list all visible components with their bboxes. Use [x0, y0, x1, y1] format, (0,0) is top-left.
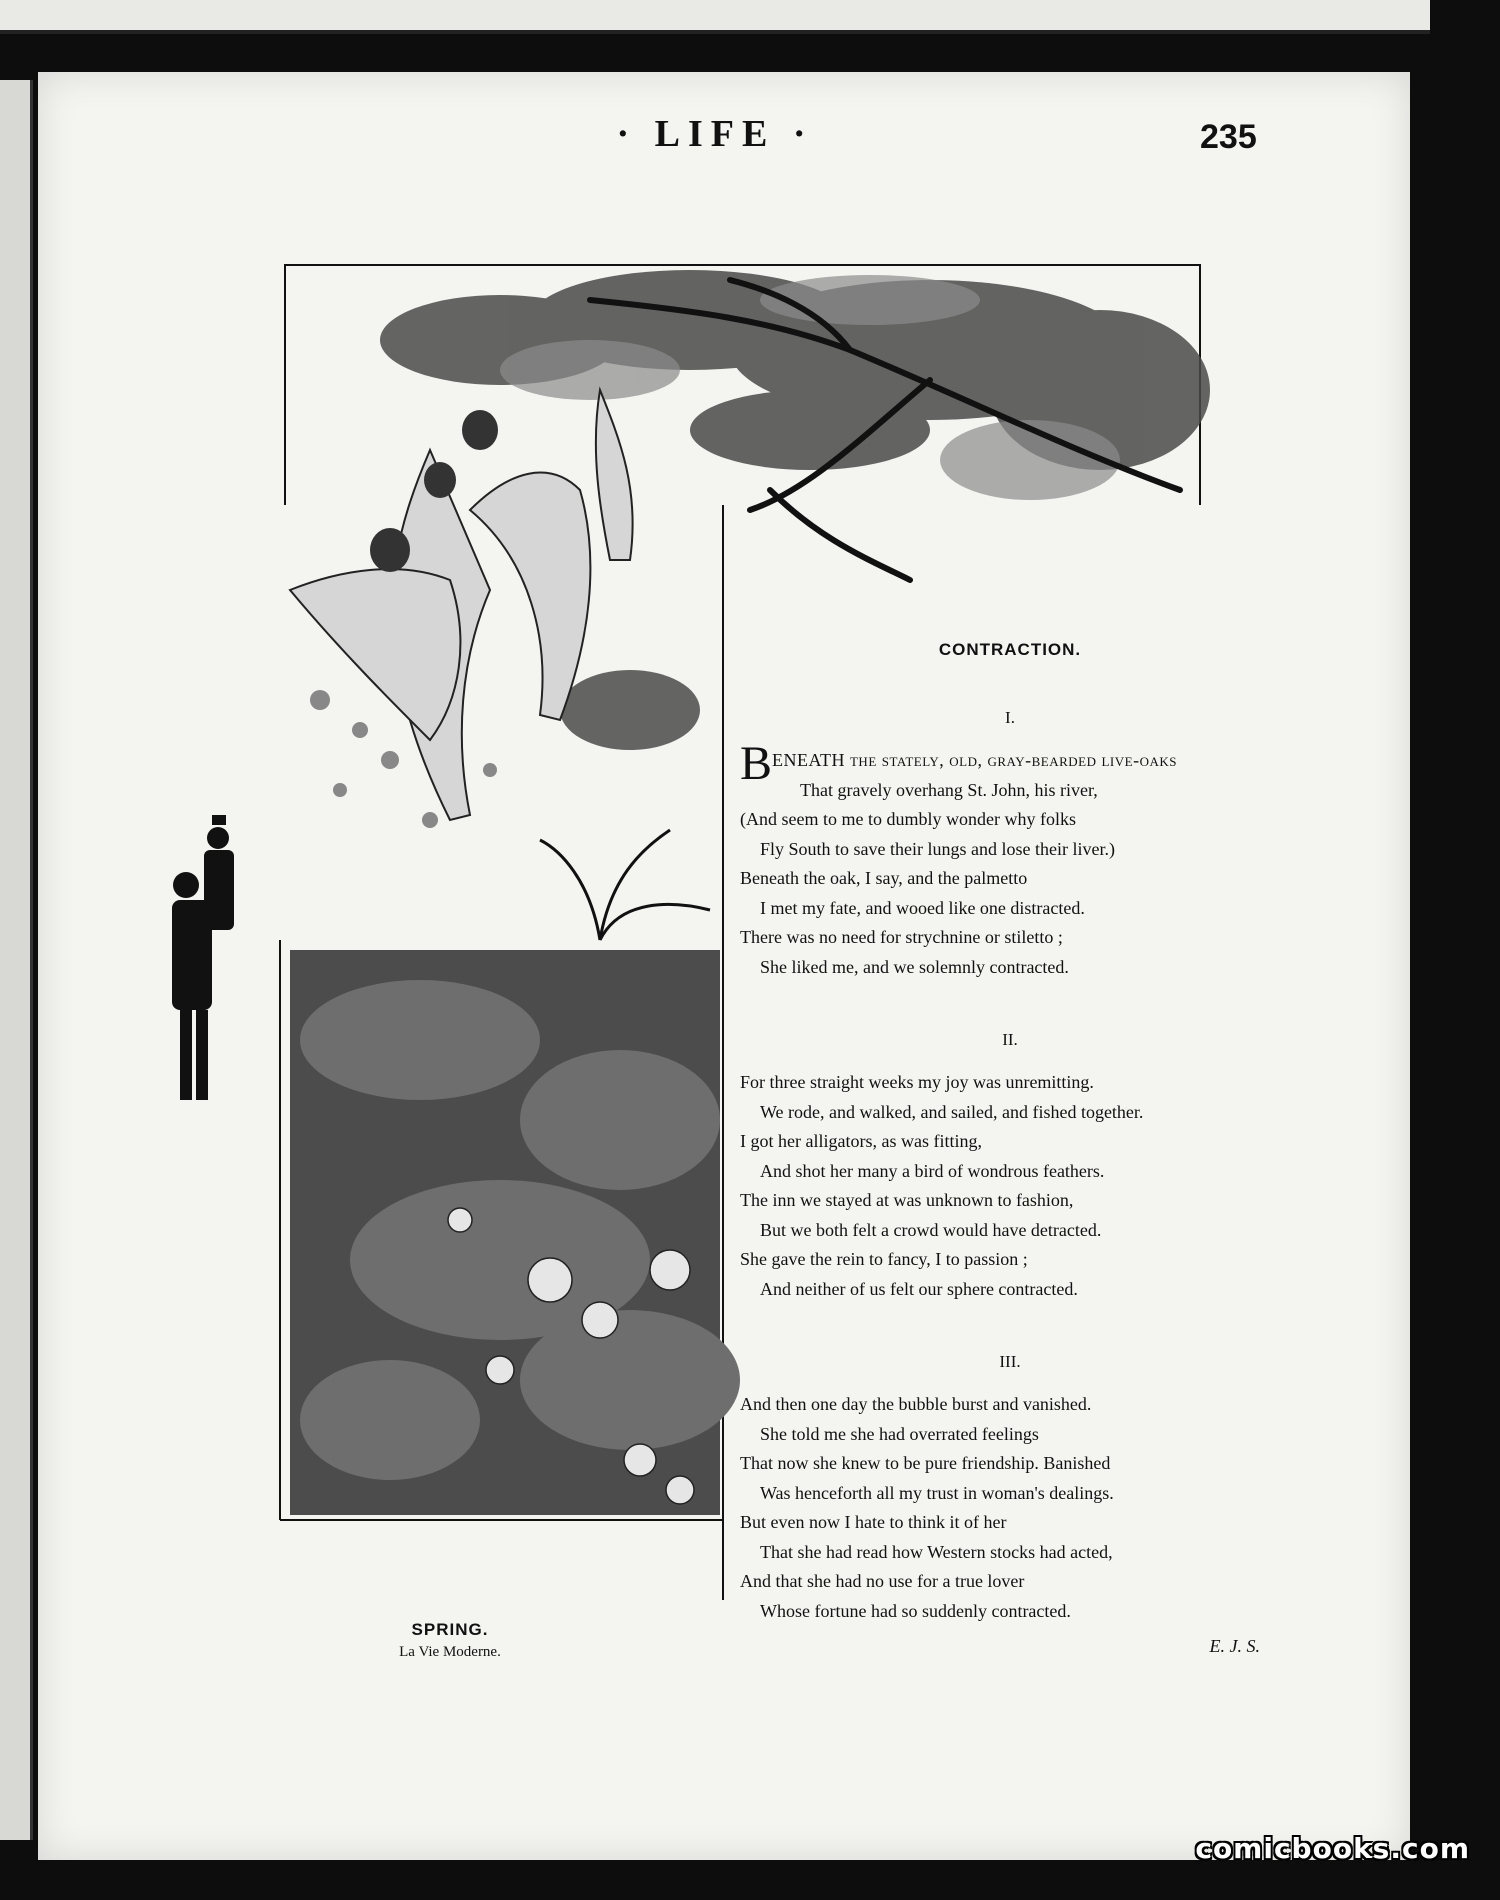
poem-line: Whose fortune had so suddenly contracted.	[760, 1600, 1071, 1621]
poem-line: She liked me, and we solemnly contracted.	[760, 956, 1069, 977]
poem-line: She told me she had overrated feelings	[760, 1423, 1039, 1444]
stanza-2	[740, 1068, 1280, 1304]
adjacent-page-edge-top	[0, 0, 1430, 34]
poem-title: CONTRACTION.	[938, 640, 1082, 659]
poem-line: But we both felt a crowd would have detracted.	[760, 1219, 1102, 1240]
poem-line: (And seem to me to dumbly wonder why folks	[740, 809, 1076, 829]
poem-line: But even now I hate to think it of her	[740, 1512, 1007, 1532]
poem-line: And then one day the bubble burst and vanished.	[740, 1394, 1092, 1414]
site-watermark: comicbooks.com	[1195, 1832, 1470, 1865]
poem-line: And that she had no use for a true lover	[740, 1571, 1025, 1591]
masthead: · LIFE ·	[616, 113, 814, 155]
stanza-3	[740, 1390, 1280, 1626]
stanza-number: II.	[1002, 1030, 1018, 1049]
adjacent-page-edge-left	[0, 80, 33, 1840]
poem-line: Fly South to save their lungs and lose their liver.)	[760, 838, 1115, 859]
caption-title: SPRING.	[411, 1620, 489, 1639]
stanza-1	[740, 737, 1280, 982]
poem-line: I got her alligators, as was fitting,	[740, 1131, 982, 1151]
poem-line: There was no need for strychnine or stiletto ;	[740, 927, 1063, 947]
first-line-text: ENEATH the stately, old, gray-bearded live-oaks	[772, 750, 1177, 770]
poem-line: Was henceforth all my trust in woman's dealings.	[760, 1482, 1114, 1503]
author-signature: E. J. S.	[1209, 1636, 1260, 1656]
poem-line: For three straight weeks my joy was unremitting.	[740, 1072, 1094, 1092]
page-number: 235	[1200, 118, 1257, 156]
poem-line: I met my fate, and wooed like one distracted.	[760, 897, 1085, 918]
poem-line: That gravely overhang St. John, his river,	[800, 779, 1098, 800]
caption-credit: La Vie Moderne.	[399, 1644, 501, 1660]
poem-line: Beneath the oak, I say, and the palmetto	[740, 868, 1028, 888]
illustration-caption	[360, 1620, 540, 1661]
poem-line: And neither of us felt our sphere contracted.	[760, 1278, 1078, 1299]
poem-line: We rode, and walked, and sailed, and fished together.	[760, 1101, 1144, 1122]
drop-cap: B	[740, 737, 773, 790]
poem-line: The inn we stayed at was unknown to fashion,	[740, 1190, 1074, 1210]
poem-line: And shot her many a bird of wondrous feathers.	[760, 1160, 1105, 1181]
poem	[740, 640, 1280, 1657]
poem-line: She gave the rein to fancy, I to passion ;	[740, 1249, 1028, 1269]
poem-line: That now she knew to be pure friendship. Banished	[740, 1453, 1111, 1473]
stanza-number: III.	[999, 1352, 1021, 1371]
poem-line: That she had read how Western stocks had acted,	[760, 1541, 1113, 1562]
stanza-number: I.	[1005, 708, 1015, 727]
